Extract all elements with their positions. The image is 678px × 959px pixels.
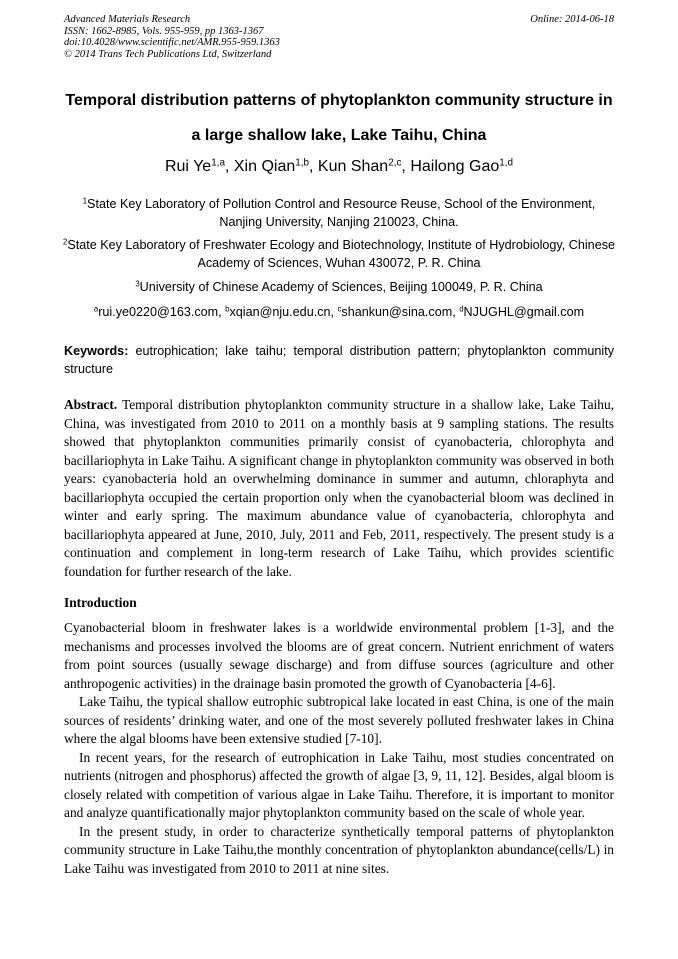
author: Xin Qian$^{1,b}$, bbox=[233, 157, 318, 175]
paragraph: Lake Taihu, the typical shallow eutrophic subtropical lake located in east China, is one of the main sources of residents’ drinking water, and one of the most severely polluted freshwater lakes in China where the algal blooms have been extensive studied [7-10]. bbox=[64, 694, 614, 746]
abstract bbox=[64, 396, 614, 581]
affiliation-2: $^2$State Key Laboratory of Freshwater Ecology and Biotechnology, Institute of Hydrobiology, Chinese Academy of Sciences, Wuhan 430072, P. R. China bbox=[62, 237, 615, 270]
journal-name: Advanced Materials Research bbox=[64, 14, 191, 25]
paper-title-line-2: a large shallow lake, Lake Taihu, China bbox=[191, 127, 487, 144]
paragraph: Cyanobacterial bloom in freshwater lakes is a worldwide environmental problem [1-3], and the mechanisms and processes involved the blooms are of great concern. Nutrient enrichment of waters from point sources (usually sewage discharge) and from diffuse sources (agriculture and other anthropogenic activities) in the drainage basin promoted the growth of Cyanobacteria [4-6]. bbox=[64, 620, 614, 691]
keywords-label: Keywords: bbox=[64, 344, 129, 358]
affiliation-1: $^1$State Key Laboratory of Pollution Control and Resource Reuse, School of the Environment, Nanjing University, Nanjing 210023, China. bbox=[82, 196, 596, 229]
introduction-body bbox=[64, 619, 614, 878]
author: Hailong Gao$^{1,d}$ bbox=[410, 157, 514, 175]
running-header bbox=[64, 14, 614, 60]
affiliation-3: $^3$University of Chinese Academy of Sciences, Beijing 100049, P. R. China bbox=[135, 279, 543, 294]
online-date: Online: 2014-06-18 bbox=[530, 14, 614, 25]
paragraph: In the present study, in order to characterize synthetically temporal patterns of phytoplankton community structure in Lake Taihu,the monthly concentration of phytoplankton abundance(cells/L) in Lake Taihu was investigated from 2010 to 2011 at nine sites. bbox=[64, 823, 614, 876]
paper-title-line-1: Temporal distribution patterns of phytoplankton community structure in bbox=[65, 92, 613, 109]
author: Rui Ye$^{1,a}$, bbox=[164, 157, 234, 175]
abstract-label: Abstract. bbox=[64, 397, 118, 412]
author: Kun Shan$^{2,c}$, bbox=[317, 157, 411, 175]
email-list: $^a$rui.ye0220@163.com, $^b$xqian@nju.edu.cn, $^c$shankun@sina.com, $^d$NJUGHL@gmail.com bbox=[93, 304, 585, 319]
doi-line: doi:10.4028/www.scientific.net/AMR.955-959.1363 bbox=[64, 37, 280, 48]
issn-line: ISSN: 1662-8985, Vols. 955-959, pp 1363-1367 bbox=[64, 25, 264, 37]
author-list bbox=[40, 158, 638, 176]
copyright-line: © 2014 Trans Tech Publications Ltd, Switzerland bbox=[64, 48, 272, 60]
keywords-text: eutrophication; lake taihu; temporal distribution pattern; phytoplankton community structure bbox=[64, 344, 614, 376]
introduction-heading: Introduction bbox=[64, 595, 137, 610]
paragraph: In recent years, for the research of eutrophication in Lake Taihu, most studies concentrated on nutrients (nitrogen and phosphorus) affected the growth of algae [3, 9, 11, 12]. Besides, algal bloom is closely related with competition of various algae in Lake Taihu. Therefore, it is important to monitor and analyze quantificationally major phytoplankton community based on the scale of whole year. bbox=[64, 749, 614, 820]
abstract-text: Temporal distribution phytoplankton community structure in a shallow lake, Lake Taihu, China, was investigated from 2010 to 2011 on a monthly basis at 9 sampling stations. The results showed that phytoplankton communities primarily consist of cyanobacteria, chlorophyta and bacillariophyta in Lake Taihu. A significant change in phytoplankton community was observed in both years: cyanobacteria hold an overwhelming dominance in summer and autumn, chloraphyta and bacillariophyta occupied the certain proportion only when the cyanobacterial bloom was declined in winter and early spring. The maximum abundance value of cyanobacteria, chlorophyta and bacillariophyta appeared at June, 2010, July, 2011 and Feb, 2011, respectively. The present study is a continuation and complement in long-term research of Lake Taihu, which provides scientific foundation for further research of the lake. bbox=[64, 397, 614, 579]
keywords bbox=[64, 342, 614, 378]
